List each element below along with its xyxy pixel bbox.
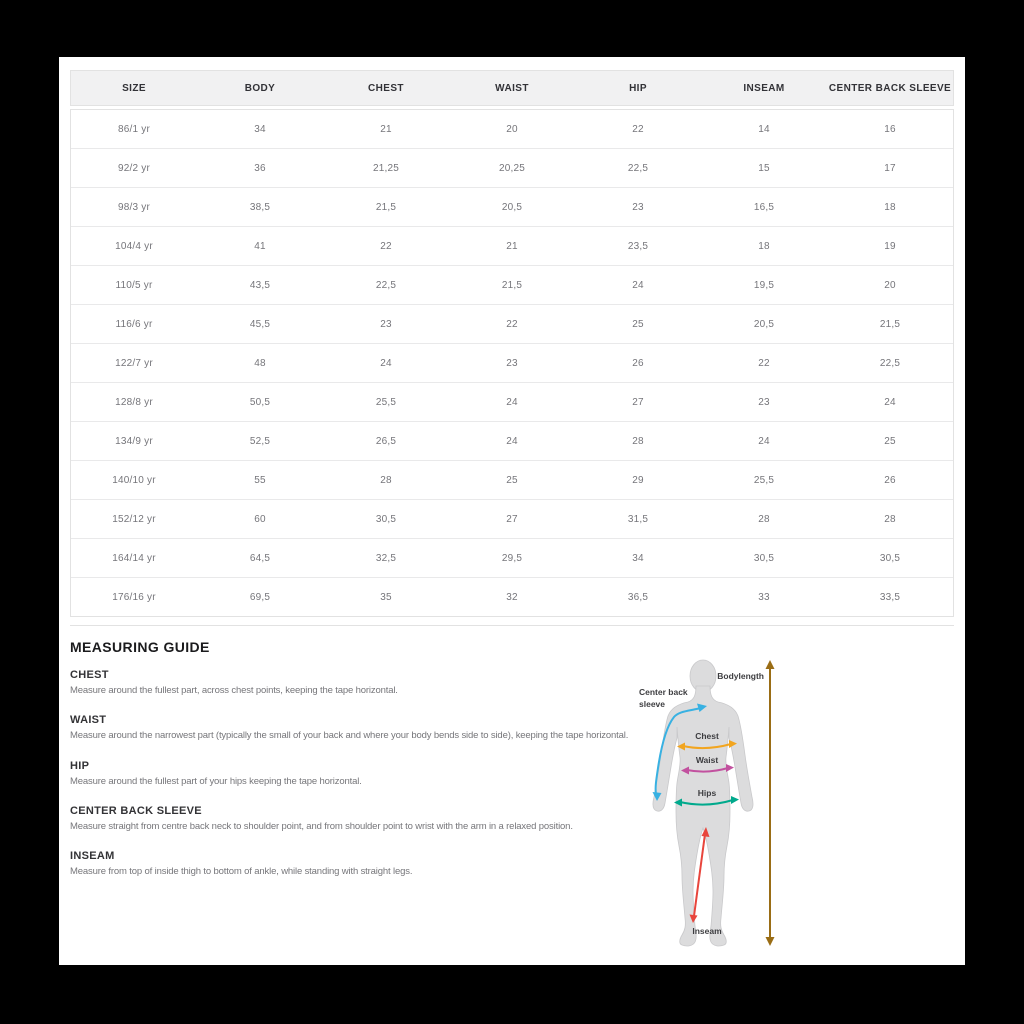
table-cell: 34 <box>632 552 644 564</box>
measuring-guide-title: MEASURING GUIDE <box>70 639 210 655</box>
table-cell: 16,5 <box>753 201 775 213</box>
table-cell: 25 <box>884 435 896 447</box>
guide-section-text: Measure around the fullest part, across chest points, keeping the tape horizontal. <box>70 685 398 696</box>
table-row <box>71 500 953 539</box>
table-cell: 104/4 yr <box>115 240 153 252</box>
table-cell: 152/12 yr <box>112 513 156 525</box>
table-cell: 14 <box>758 123 770 135</box>
body-silhouette <box>653 686 753 946</box>
guide-section <box>70 760 632 788</box>
table-cell: 25 <box>506 474 518 486</box>
table-cell: 26 <box>884 474 896 486</box>
table-cell: 32,5 <box>375 552 397 564</box>
table-cell: 24 <box>506 396 518 408</box>
table-cell: 45,5 <box>249 318 271 330</box>
guide-section-text: Measure from top of inside thigh to bottom of ankle, while standing with straight legs. <box>70 866 413 878</box>
guide-section-heading: CENTER BACK SLEEVE <box>70 805 202 818</box>
table-cell: 22,5 <box>627 162 649 174</box>
table-cell: 20 <box>884 279 896 291</box>
table-cell: 25 <box>632 318 644 330</box>
guide-section-text: Measure around the fullest part of your hips keeping the tape horizontal. <box>70 775 362 787</box>
guide-section-heading: INSEAM <box>70 850 115 863</box>
table-cell: 29 <box>632 474 644 486</box>
table-cell: 34 <box>254 123 266 135</box>
table-cell: 21,25 <box>372 162 400 174</box>
table-cell: 25,5 <box>753 474 775 486</box>
table-cell: 27 <box>506 513 518 525</box>
table-cell: 26,5 <box>375 435 397 447</box>
table-cell: 23 <box>380 318 392 330</box>
table-cell: 18 <box>884 201 896 213</box>
table-cell: 52,5 <box>249 435 271 447</box>
table-cell: 30,5 <box>375 513 397 525</box>
guide-section <box>70 850 632 878</box>
table-cell: 110/5 yr <box>115 279 153 291</box>
table-cell: 19 <box>884 240 896 252</box>
table-cell: 31,5 <box>627 513 649 525</box>
table-cell: 21,5 <box>879 318 901 330</box>
table-body <box>70 109 954 617</box>
column-header: CENTER BACK SLEEVE <box>828 82 952 94</box>
table-cell: 21 <box>506 240 518 252</box>
column-header: SIZE <box>122 82 146 94</box>
table-cell: 16 <box>884 123 896 135</box>
table-cell: 21,5 <box>375 201 397 213</box>
table-cell: 18 <box>758 240 770 252</box>
table-row <box>71 344 953 383</box>
table-cell: 69,5 <box>249 591 271 603</box>
table-cell: 23 <box>506 357 518 369</box>
guide-section <box>70 669 632 697</box>
table-cell: 43,5 <box>249 279 271 291</box>
guide-sections <box>70 669 632 879</box>
table-cell: 17 <box>884 162 896 174</box>
table-cell: 24 <box>884 396 896 408</box>
table-cell: 33,5 <box>879 591 901 603</box>
waist-label: Waist <box>695 755 719 765</box>
center-back-sleeve-label-line1: Center back <box>639 687 688 697</box>
guide-section-heading: HIP <box>70 759 90 772</box>
table-cell: 29,5 <box>501 552 523 564</box>
table-cell: 35 <box>380 591 392 603</box>
table-row <box>71 383 953 422</box>
column-header: HIP <box>629 82 647 94</box>
table-cell: 23,5 <box>627 240 649 252</box>
table-cell: 23 <box>758 396 770 408</box>
size-guide-sheet <box>59 57 965 965</box>
table-cell: 22,5 <box>879 357 901 369</box>
table-cell: 176/16 yr <box>112 591 156 603</box>
table-row <box>71 266 953 305</box>
table-row <box>71 422 953 461</box>
table-cell: 36,5 <box>627 591 649 603</box>
inseam-label: Inseam <box>692 926 722 936</box>
table-cell: 36 <box>254 162 266 174</box>
guide-section-text: Measure straight from centre back neck to shoulder point, and from shoulder point to wrist with the arm in a relaxed position. <box>70 821 573 833</box>
table-cell: 28 <box>884 513 896 525</box>
table-cell: 24 <box>632 279 644 291</box>
column-header: CHEST <box>368 82 404 94</box>
table-cell: 134/9 yr <box>115 435 153 447</box>
table-cell: 22 <box>632 123 644 135</box>
table-cell: 32 <box>506 591 518 603</box>
table-row <box>71 110 953 149</box>
table-cell: 24 <box>506 435 518 447</box>
table-cell: 22 <box>506 318 518 330</box>
table-row <box>71 149 953 188</box>
table-cell: 48 <box>254 357 266 369</box>
table-cell: 27 <box>632 396 644 408</box>
table-cell: 19,5 <box>753 279 775 291</box>
table-cell: 38,5 <box>249 201 271 213</box>
table-cell: 64,5 <box>249 552 271 564</box>
table-cell: 20,5 <box>753 318 775 330</box>
guide-section-heading: WAIST <box>70 714 107 727</box>
measuring-figure <box>633 650 785 962</box>
bodylength-label: Bodylength <box>717 671 764 681</box>
table-cell: 33 <box>758 591 770 603</box>
table-cell: 30,5 <box>753 552 775 564</box>
bodylength-arrow <box>766 660 775 946</box>
size-chart-table <box>70 70 954 617</box>
table-cell: 24 <box>380 357 392 369</box>
table-cell: 128/8 yr <box>115 396 153 408</box>
table-cell: 22 <box>380 240 392 252</box>
table-row <box>71 461 953 500</box>
chest-label: Chest <box>695 731 719 741</box>
center-back-sleeve-label-line2: sleeve <box>639 699 665 709</box>
table-row <box>71 188 953 227</box>
table-cell: 164/14 yr <box>112 552 156 564</box>
table-cell: 20,25 <box>498 162 526 174</box>
table-cell: 41 <box>254 240 266 252</box>
hips-label: Hips <box>697 788 717 798</box>
table-cell: 28 <box>758 513 770 525</box>
guide-section <box>70 714 632 742</box>
table-cell: 116/6 yr <box>115 318 153 330</box>
table-row <box>71 305 953 344</box>
table-row <box>71 578 953 616</box>
table-cell: 21 <box>380 123 392 135</box>
table-cell: 20 <box>506 123 518 135</box>
table-cell: 20,5 <box>501 201 523 213</box>
table-cell: 22,5 <box>375 279 397 291</box>
table-cell: 21,5 <box>501 279 523 291</box>
guide-section <box>70 805 632 833</box>
column-header: WAIST <box>495 82 529 94</box>
table-header-row <box>70 70 954 106</box>
table-cell: 92/2 yr <box>118 162 150 174</box>
column-header: BODY <box>244 82 276 94</box>
table-cell: 98/3 yr <box>118 201 150 213</box>
table-cell: 22 <box>758 357 770 369</box>
table-cell: 122/7 yr <box>115 357 153 369</box>
column-header: INSEAM <box>743 82 785 94</box>
table-cell: 86/1 yr <box>118 123 150 135</box>
table-cell: 23 <box>632 201 644 213</box>
table-cell: 26 <box>632 357 644 369</box>
measuring-guide <box>70 639 632 896</box>
table-cell: 28 <box>380 474 392 486</box>
table-cell: 50,5 <box>249 396 271 408</box>
table-cell: 15 <box>758 162 770 174</box>
guide-section-text: Measure around the narrowest part (typically the small of your back and where your body bends side to side), keeping the tape horizontal. <box>70 730 629 742</box>
table-cell: 55 <box>254 474 266 486</box>
table-cell: 140/10 yr <box>112 474 156 486</box>
table-cell: 28 <box>632 435 644 447</box>
table-cell: 30,5 <box>879 552 901 564</box>
section-divider <box>70 625 954 626</box>
guide-section-heading: CHEST <box>70 669 109 681</box>
table-cell: 24 <box>758 435 770 447</box>
table-row <box>71 539 953 578</box>
table-cell: 60 <box>254 513 266 525</box>
table-row <box>71 227 953 266</box>
table-cell: 25,5 <box>375 396 397 408</box>
